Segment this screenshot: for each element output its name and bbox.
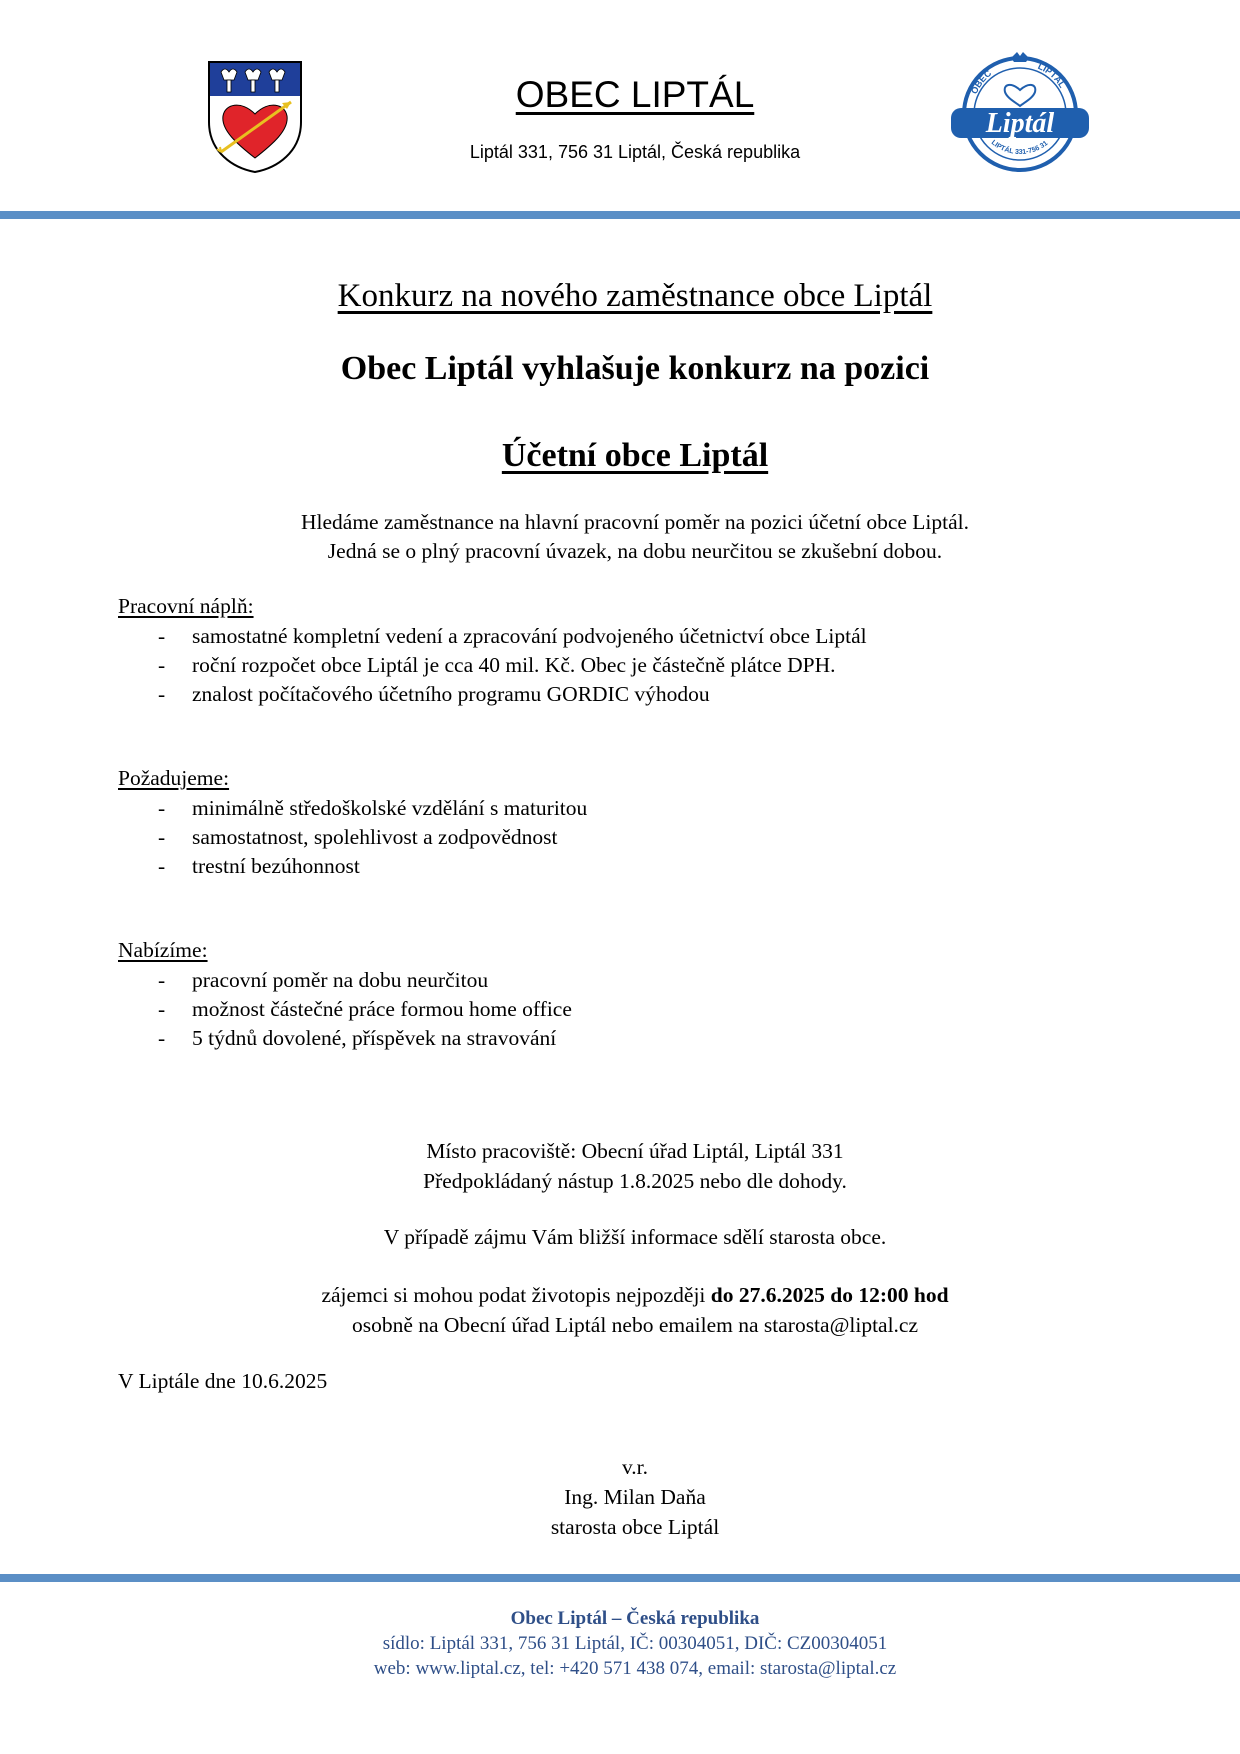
list-item: - možnost částečné práce formou home office xyxy=(158,997,572,1021)
footer-org: Obec Liptál – Česká republika xyxy=(510,1608,760,1629)
list-item-text: pracovní poměr na dobu neurčitou xyxy=(192,968,489,992)
application-line-1 xyxy=(0,1280,1240,1310)
intro-line-1: Hledáme zaměstnance na hlavní pracovní poměr na pozici účetní obce Liptál. xyxy=(300,510,969,534)
application-deadline: do 27.6.2025 do 12:00 hod xyxy=(710,1283,949,1307)
header-divider xyxy=(0,211,1240,219)
list-item: - trestní bezúhonnost xyxy=(158,854,360,878)
list-item-text: samostatnost, spolehlivost a zodpovědnost xyxy=(192,825,558,849)
seal-text-bottom: LIPTÁL 331-756 31 xyxy=(989,139,1050,157)
intro-line-2: Jedná se o plný pracovní úvazek, na dobu neurčitou se zkušební dobou. xyxy=(327,539,943,563)
start-date-line: Předpokládaný nástup 1.8.2025 nebo dle dohody. xyxy=(423,1169,847,1193)
seal-text-liptal: LIPTÁL xyxy=(1036,60,1068,90)
list-item-text: znalost počítačového účetního programu GORDIC výhodou xyxy=(192,682,710,706)
section-requirements xyxy=(118,764,587,881)
list-item-text: samostatné kompletní vedení a zpracování podvojeného účetnictví obce Liptál xyxy=(192,624,867,648)
position-title: Účetní obce Liptál xyxy=(501,437,769,474)
workplace-line: Místo pracoviště: Obecní úřad Liptál, Liptál 331 xyxy=(426,1139,844,1163)
document-heading: Konkurz na nového zaměstnance obce Liptál xyxy=(337,278,933,314)
application-prefix: zájemci si mohou podat životopis nejpozději xyxy=(321,1283,711,1307)
signature-name: Ing. Milan Daňa xyxy=(564,1485,706,1509)
contact-info-line: V případě zájmu Vám bližší informace sdělí starosta obce. xyxy=(383,1225,887,1249)
list-item: - samostatné kompletní vedení a zpracování podvojeného účetnictví obce Liptál xyxy=(158,624,867,648)
list-item: - samostatnost, spolehlivost a zodpovědnost xyxy=(158,825,558,849)
application-info xyxy=(0,1280,1240,1340)
section-title: Požadujeme: xyxy=(118,766,230,790)
footer-divider xyxy=(0,1574,1240,1582)
application-line-2: osobně na Obecní úřad Liptál nebo emailem na starosta@liptal.cz xyxy=(351,1313,919,1337)
liptal-seal-logo xyxy=(945,48,1095,176)
signature-role: starosta obce Liptál xyxy=(550,1515,720,1539)
signature-block xyxy=(0,1452,1240,1542)
footer xyxy=(0,1606,1240,1681)
seal-text-obec: OBEC xyxy=(968,68,994,96)
workplace-info xyxy=(0,1136,1240,1196)
seal-text-center: Liptál xyxy=(985,108,1055,139)
list-item: - roční rozpočet obce Liptál je cca 40 mil. Kč. Obec je částečně plátce DPH. xyxy=(158,653,836,677)
list-item: - znalost počítačového účetního programu GORDIC výhodou xyxy=(158,682,710,706)
intro-text xyxy=(0,508,1240,566)
document-subheading: Obec Liptál vyhlašuje konkurz na pozici xyxy=(340,350,930,387)
list-item-text: možnost částečné práce formou home office xyxy=(192,997,572,1021)
list-item: - pracovní poměr na dobu neurčitou xyxy=(158,968,489,992)
list-item: - 5 týdnů dovolené, příspěvek na stravování xyxy=(158,1026,557,1050)
section-title: Pracovní náplň: xyxy=(118,594,254,618)
list-item: - minimálně středoškolské vzdělání s maturitou xyxy=(158,796,588,820)
list-item-text: 5 týdnů dovolené, příspěvek na stravování xyxy=(192,1026,557,1050)
header-title: OBEC LIPTÁL xyxy=(515,74,755,115)
date-place: V Liptále dne 10.6.2025 xyxy=(118,1369,328,1393)
list-item-text: roční rozpočet obce Liptál je cca 40 mil. Kč. Obec je částečně plátce DPH. xyxy=(192,653,836,677)
footer-contact: web: www.liptal.cz, tel: +420 571 438 074, email: starosta@liptal.cz xyxy=(373,1658,897,1679)
list-item-text: minimálně středoškolské vzdělání s maturitou xyxy=(192,796,588,820)
list-item-text: trestní bezúhonnost xyxy=(192,854,360,878)
section-work-duties xyxy=(118,592,867,709)
signature-vr: v.r. xyxy=(621,1455,649,1479)
header-address: Liptál 331, 756 31 Liptál, Česká republika xyxy=(469,142,801,162)
footer-seat: sídlo: Liptál 331, 756 31 Liptál, IČ: 00304051, DIČ: CZ00304051 xyxy=(382,1633,888,1654)
section-title: Nabízíme: xyxy=(118,938,208,962)
section-offer xyxy=(118,936,572,1053)
